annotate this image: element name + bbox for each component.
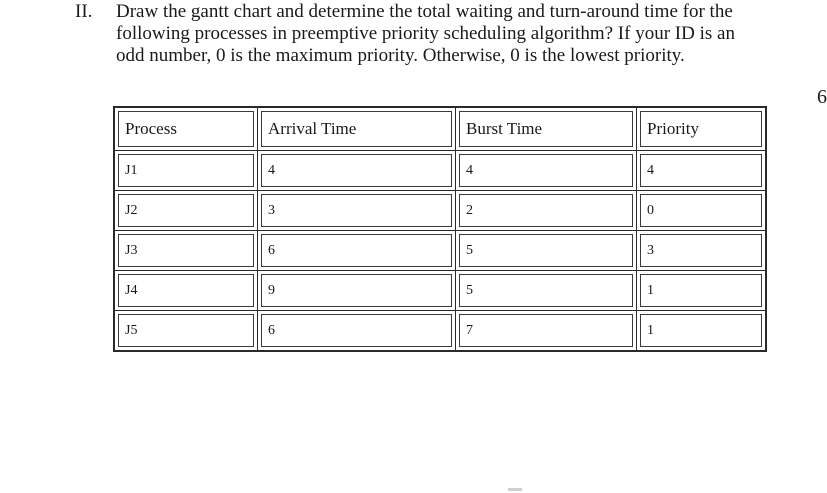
process-table xyxy=(113,106,767,352)
cell-text: J1 xyxy=(125,162,138,178)
header-label: Arrival Time xyxy=(268,119,357,138)
header-priority xyxy=(637,108,765,151)
cell-text: J5 xyxy=(125,322,138,338)
cell-text: 0 xyxy=(647,202,654,218)
question-line: odd number, 0 is the maximum priority. Otherwise, 0 is the lowest priority. xyxy=(116,45,685,66)
table-header-row xyxy=(115,108,765,151)
cell-text: 4 xyxy=(647,162,654,178)
table-row xyxy=(115,311,765,350)
header-label: Priority xyxy=(647,119,699,138)
header-label: Burst Time xyxy=(466,119,543,138)
header-arrival-time xyxy=(258,108,456,151)
cell-process xyxy=(115,191,258,231)
cell-text: 1 xyxy=(647,282,654,298)
question-text xyxy=(116,1,766,67)
cell-text: 7 xyxy=(466,322,473,338)
cell-arrival-time xyxy=(258,271,456,311)
table-row xyxy=(115,271,765,311)
table-row xyxy=(115,191,765,231)
cell-text: J2 xyxy=(125,202,138,218)
cell-text: 2 xyxy=(466,202,473,218)
cell-priority xyxy=(637,271,765,311)
cell-text: 5 xyxy=(466,282,473,298)
cell-arrival-time xyxy=(258,231,456,271)
cell-process xyxy=(115,231,258,271)
cell-burst-time xyxy=(456,271,637,311)
table-row xyxy=(115,151,765,191)
cell-text: 1 xyxy=(647,322,654,338)
cell-text: 5 xyxy=(466,242,473,258)
cell-text: 3 xyxy=(268,202,275,218)
cell-priority xyxy=(637,151,765,191)
cell-priority xyxy=(637,191,765,231)
cell-text: 9 xyxy=(268,282,275,298)
cell-text: 3 xyxy=(647,242,654,258)
cell-burst-time xyxy=(456,231,637,271)
cell-burst-time xyxy=(456,311,637,350)
cell-priority xyxy=(637,231,765,271)
question-line: Draw the gantt chart and determine the total waiting and turn-around time for the xyxy=(116,1,733,22)
cell-text: 4 xyxy=(466,162,473,178)
cell-arrival-time xyxy=(258,191,456,231)
cell-arrival-time xyxy=(258,151,456,191)
question-line: following processes in preemptive priority scheduling algorithm? If your ID is an xyxy=(116,23,735,44)
cell-text: J4 xyxy=(125,282,138,298)
table-row xyxy=(115,231,765,271)
cell-process xyxy=(115,311,258,350)
margin-mark: 6 xyxy=(817,86,827,108)
scan-artifact xyxy=(508,488,522,491)
cell-burst-time xyxy=(456,151,637,191)
cell-text: 6 xyxy=(268,242,275,258)
cell-text: 4 xyxy=(268,162,275,178)
cell-process xyxy=(115,151,258,191)
cell-arrival-time xyxy=(258,311,456,350)
cell-process xyxy=(115,271,258,311)
cell-text: 6 xyxy=(268,322,275,338)
header-label: Process xyxy=(125,119,177,138)
header-process xyxy=(115,108,258,151)
process-table-container xyxy=(113,106,767,352)
cell-priority xyxy=(637,311,765,350)
cell-burst-time xyxy=(456,191,637,231)
question-number: II. xyxy=(75,1,93,22)
header-burst-time xyxy=(456,108,637,151)
cell-text: J3 xyxy=(125,242,138,258)
